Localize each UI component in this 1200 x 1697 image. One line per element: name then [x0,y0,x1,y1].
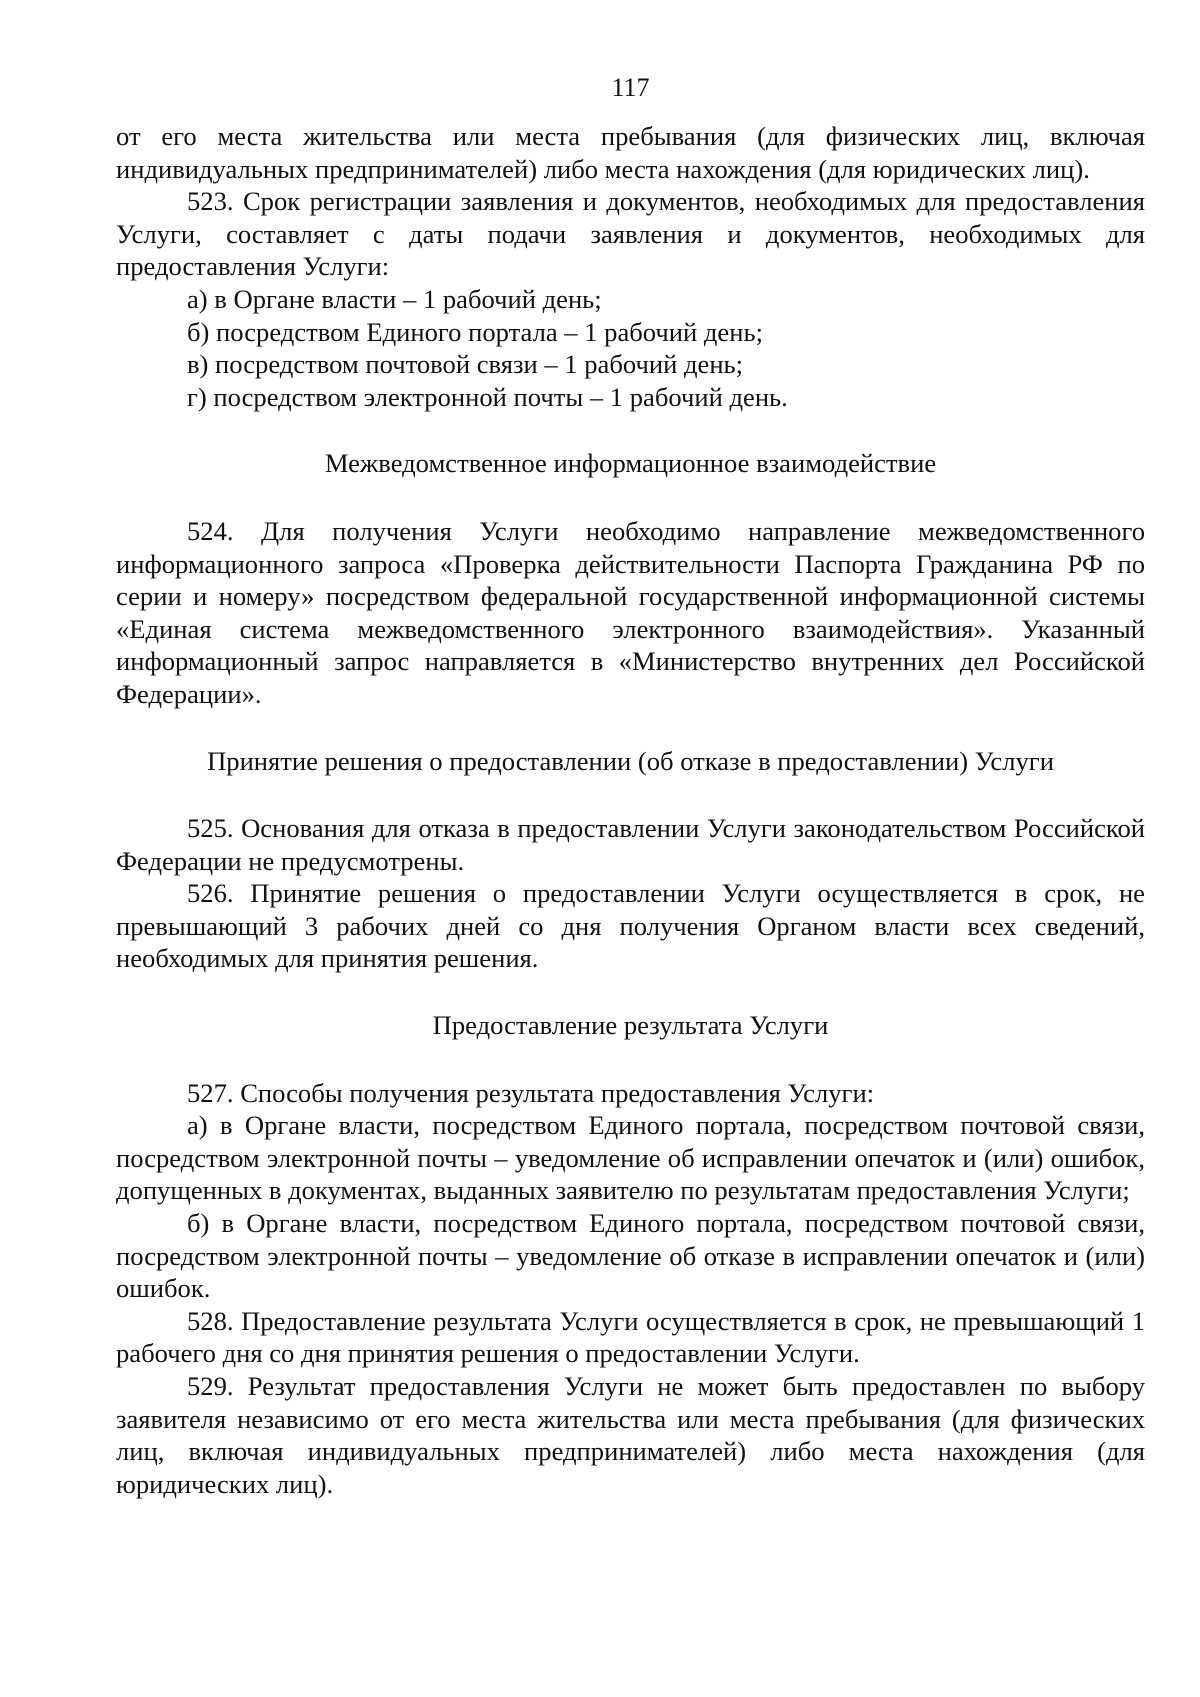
paragraph-526: 526. Принятие решения о предоставлении Услуги осуществляется в срок, не превышающий 3 рабочих дней со дня получения Органом власти всех сведений, необходимых для принятия решения. [116,878,1145,974]
paragraph-523: 523. Срок регистрации заявления и документов, необходимых для предоставления Услуги, составляет с даты подачи заявления и документов, необходимых для предоставления Услуги: [116,186,1145,282]
section-heading-decision: Принятие решения о предоставлении (об отказе в предоставлении) Услуги [207,745,1054,776]
paragraph-continuation: от его места жительства или места пребывания (для физических лиц, включая индивидуальных предпринимателей) либо места нахождения (для юридических лиц). [116,121,1145,184]
document-page [116,68,1145,1500]
list-item-a: а) в Органе власти – 1 рабочий день; [187,283,602,314]
paragraph-529: 529. Результат предоставления Услуги не может быть предоставлен по выбору заявителя независимо от его места жительства или места пребывания (для физических лиц, включая индивидуальных предпринимателей) либо места нахождения (для юридических лиц). [116,1371,1145,1499]
page-number: 117 [611,73,650,102]
paragraph-527: 527. Способы получения результата предоставления Услуги: [187,1077,875,1108]
list-item-b: б) посредством Единого портала – 1 рабочий день; [187,316,763,347]
paragraph-525: 525. Основания для отказа в предоставлении Услуги законодательством Российской Федерации не предусмотрены. [116,813,1145,876]
paragraph-527-b: б) в Органе власти, посредством Единого портала, посредством почтовой связи, посредством электронной почты – уведомление об отказе в исправлении опечаток и (или) ошибок. [116,1208,1145,1304]
section-heading-result: Предоставление результата Услуги [432,1010,829,1041]
list-item-v: в) посредством почтовой связи – 1 рабочий день; [187,349,744,380]
paragraph-528: 528. Предоставление результата Услуги осуществляется в срок, не превышающий 1 рабочего дня со дня принятия решения о предоставлении Услуги. [116,1305,1145,1369]
paragraph-524: 524. Для получения Услуги необходимо направление межведомственного информационного запроса «Проверка действительности Паспорта Гражданина РФ по серии и номеру» посредством федеральной государственной информационной системы «Единая система межведомственного электронного взаимодействия». Указанный информационный запрос направляется в «Министерство внутренних дел Российской Федерации». [116,515,1145,709]
paragraph-527-a: а) в Органе власти, посредством Единого портала, посредством почтовой связи, посредством электронной почты – уведомление об исправлении опечаток и (или) ошибок, допущенных в документах, выданных заявителю по результатам предоставления Услуги; [116,1110,1145,1206]
list-item-g: г) посредством электронной почты – 1 рабочий день. [187,381,788,412]
section-heading-interagency: Межведомственное информационное взаимодействие [324,448,937,479]
